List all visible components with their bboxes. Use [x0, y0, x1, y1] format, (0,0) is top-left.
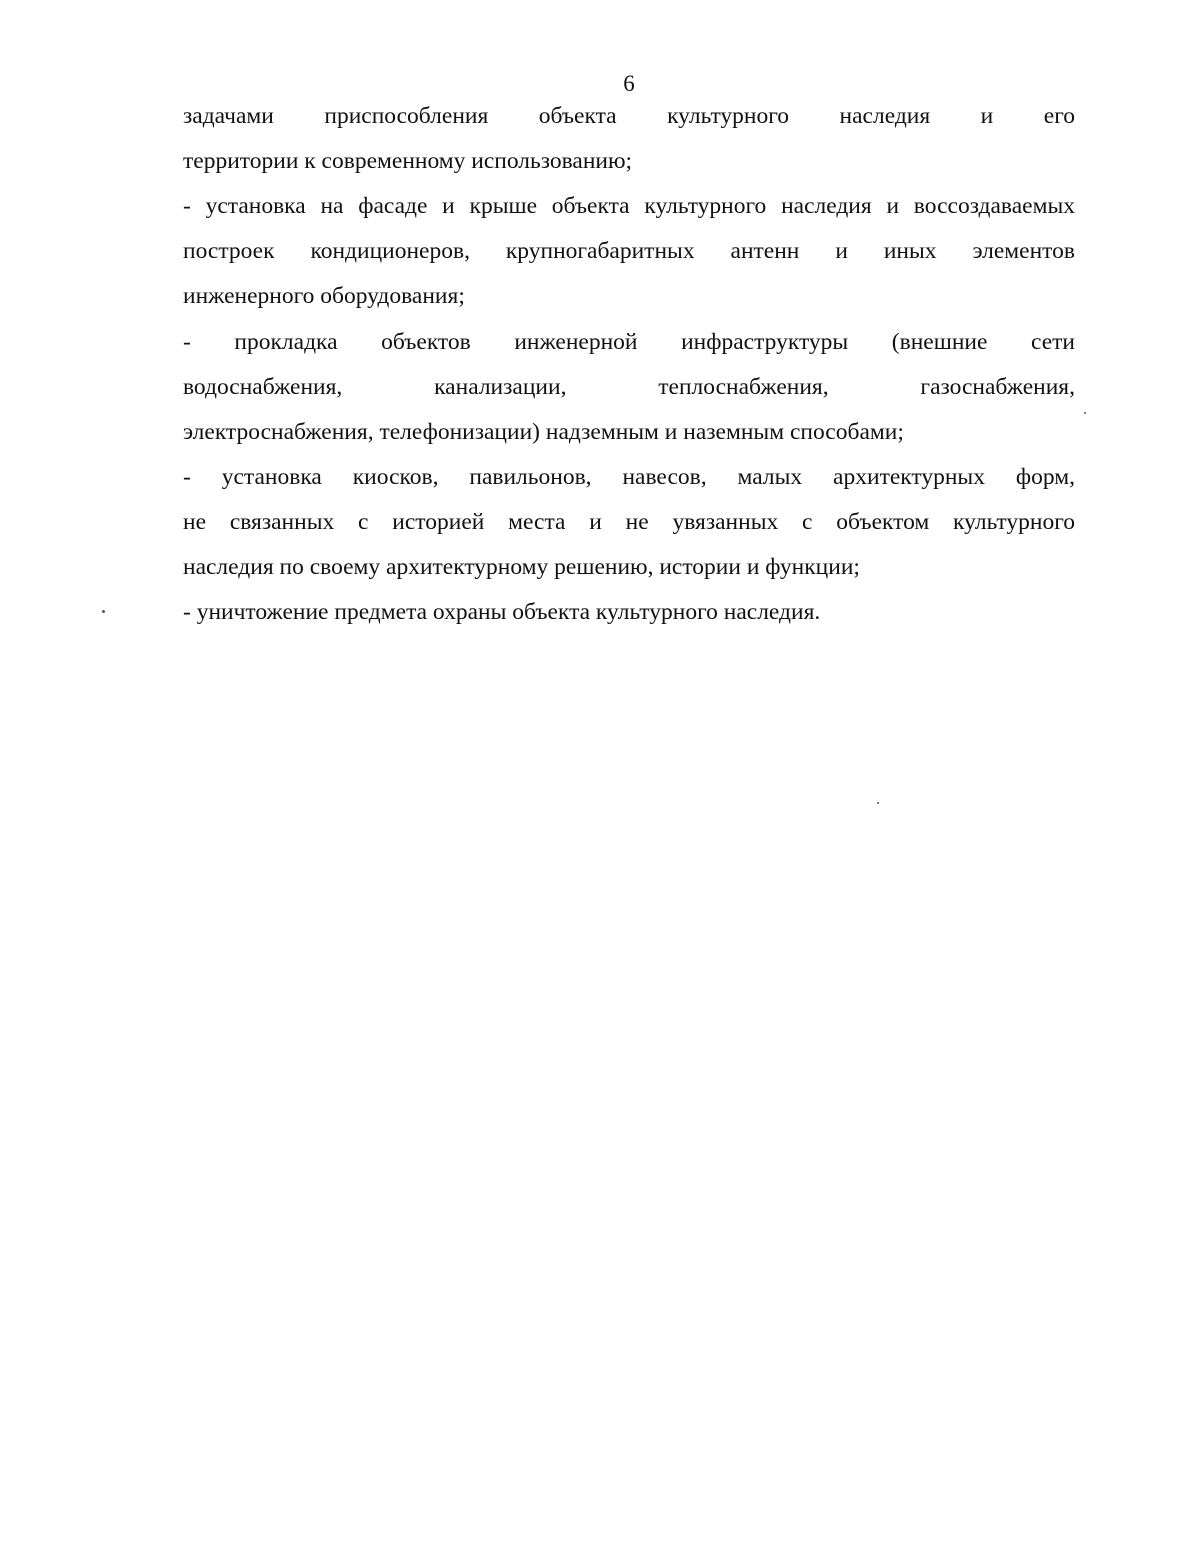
scan-speck: [1084, 412, 1086, 414]
text-line: электроснабжения, телефонизации) надземным и наземным способами;: [183, 419, 904, 445]
text-line: - установка киосков, павильонов, навесов, малых архитектурных форм,: [183, 464, 1075, 490]
text-line: построек кондиционеров, крупногабаритных антенн и иных элементов: [183, 238, 1075, 264]
text-line: водоснабжения, канализации, теплоснабжения, газоснабжения,: [183, 374, 1075, 400]
scan-speck: [102, 610, 105, 613]
page-number: 6: [623, 71, 635, 96]
scan-speck: [877, 802, 879, 804]
text-line: - уничтожение предмета охраны объекта культурного наследия.: [183, 599, 821, 625]
text-line: не связанных с историей места и не увязанных с объектом культурного: [183, 509, 1075, 535]
text-line: - прокладка объектов инженерной инфраструктуры (внешние сети: [183, 329, 1075, 355]
text-line: - установка на фасаде и крыше объекта культурного наследия и воссоздаваемых: [183, 193, 1075, 219]
text-line: наследия по своему архитектурному решению, истории и функции;: [183, 554, 860, 580]
text-line: задачами приспособления объекта культурного наследия и его: [183, 103, 1075, 129]
text-line: территории к современному использованию;: [183, 148, 633, 174]
text-line: инженерного оборудования;: [183, 283, 465, 309]
